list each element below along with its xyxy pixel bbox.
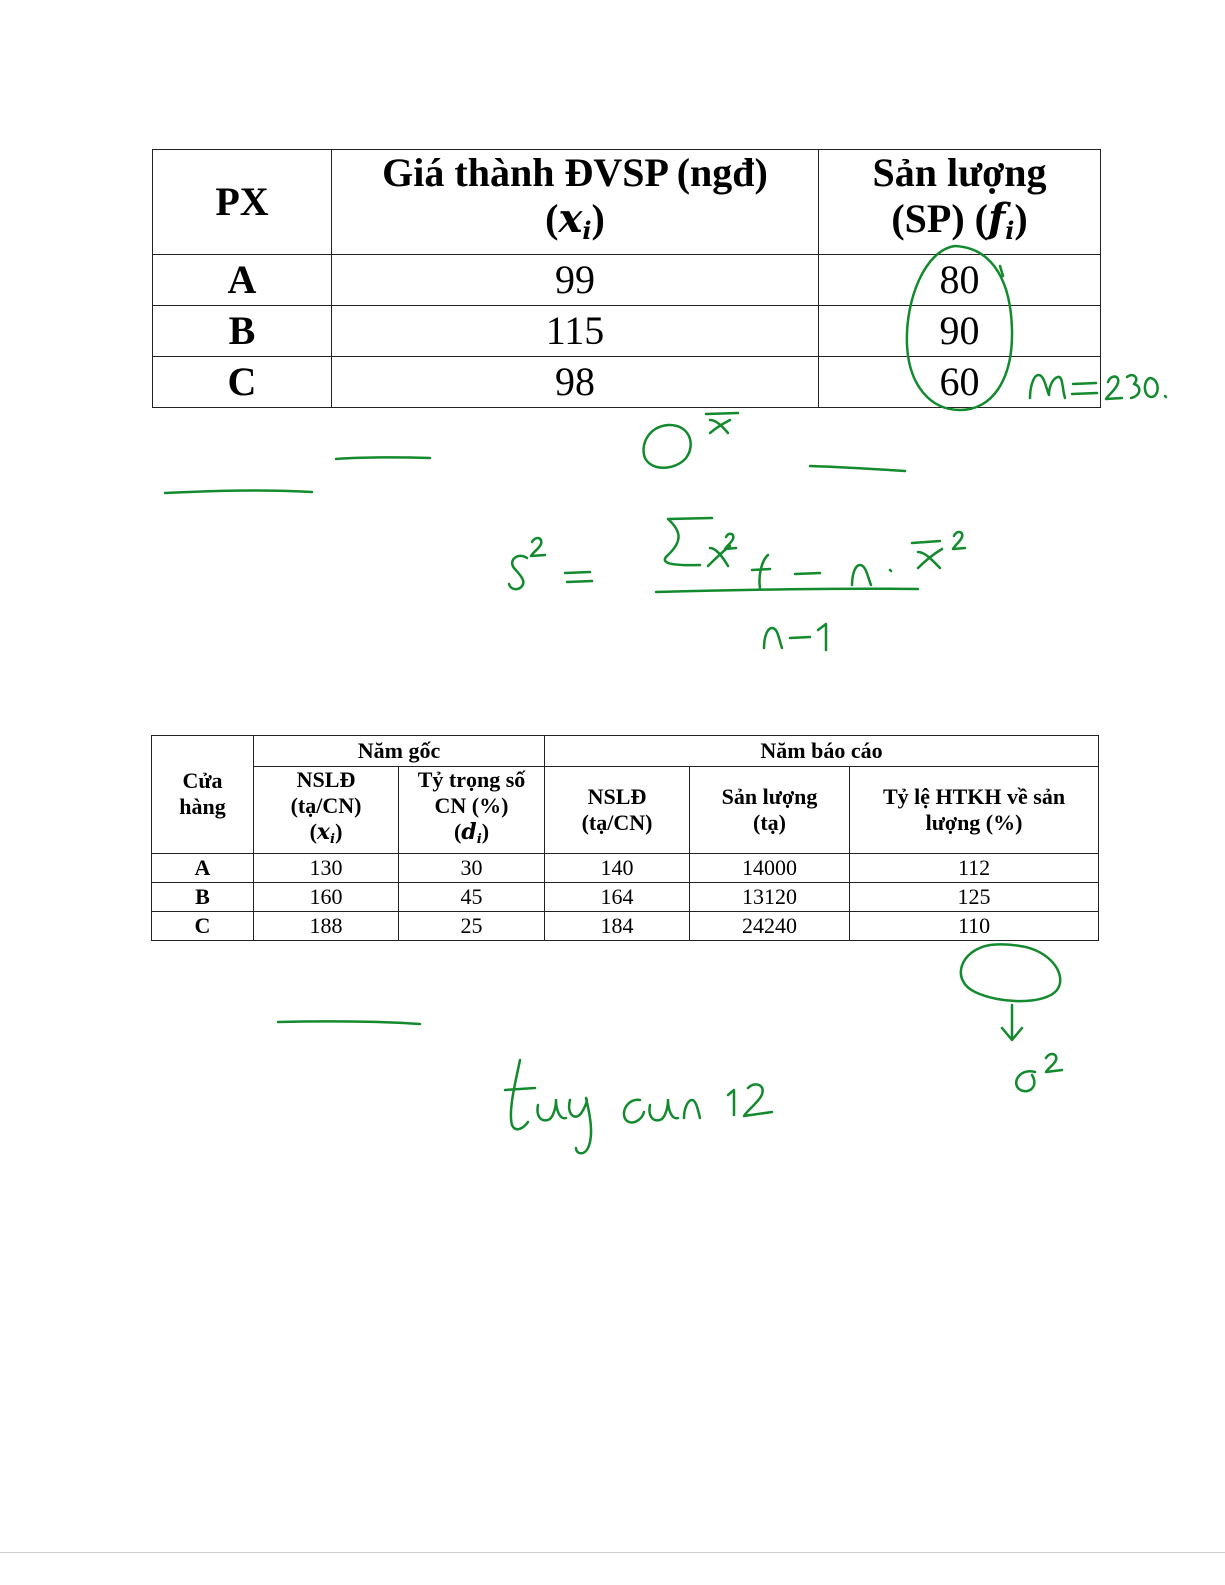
header-base-nsld-unit: (tạ/CN)	[290, 793, 362, 818]
ink-ellipse-htkh	[961, 944, 1060, 1001]
header-report-output-label: Sản lượng	[721, 783, 818, 809]
ink-arrow	[1002, 1005, 1022, 1040]
header-weight-label: Tỷ trọng số	[417, 767, 526, 792]
header-unit-cost-label: Giá thành ĐVSP (ngđ)	[382, 150, 768, 195]
ink-word-2	[624, 1100, 700, 1123]
ink-sigma-letter	[1016, 1071, 1035, 1091]
table1-header-row	[153, 150, 1101, 255]
header-report-year: Năm báo cáo	[545, 736, 1099, 767]
ink-sigma-exponent-2	[1046, 1054, 1062, 1072]
cell-output: 80	[819, 255, 1101, 306]
header-weight-variable: $(d_i)$	[453, 819, 490, 847]
ink-xbar2-x	[918, 549, 942, 568]
cell-weight: 25	[399, 911, 545, 940]
header-output-label: Sản lượng	[872, 150, 1047, 195]
cell-report-output: 13120	[690, 882, 850, 911]
header-base-nsld-variable: $(x_i)$	[309, 819, 343, 847]
ink-digits-12	[728, 1084, 772, 1116]
header-store	[152, 736, 254, 854]
cell-px: C	[153, 357, 332, 408]
header-unit-cost	[332, 150, 819, 255]
page-bottom-divider	[0, 1552, 1225, 1553]
table-row	[153, 357, 1101, 408]
header-weight	[399, 767, 545, 854]
header-base-nsld	[254, 767, 399, 854]
cell-store: C	[152, 911, 254, 940]
cell-px: A	[153, 255, 332, 306]
table-row	[153, 255, 1101, 306]
header-weight-unit: CN (%)	[434, 793, 509, 818]
cell-base-nsld: 130	[254, 853, 399, 882]
header-report-nsld-unit: (tạ/CN)	[581, 809, 653, 835]
ink-fraction-bar	[656, 589, 918, 592]
ink-dash-2	[165, 490, 312, 493]
cell-weight: 30	[399, 853, 545, 882]
header-report-output	[690, 767, 850, 854]
ink-dash-3	[810, 466, 905, 471]
ink-s-exponent-2	[531, 538, 545, 556]
cell-report-nsld: 184	[545, 911, 690, 940]
ink-word-1	[505, 1060, 591, 1153]
header-report-nsld	[545, 767, 690, 854]
ink-dash-1	[336, 457, 430, 459]
ink-xbar2-bar	[912, 541, 940, 543]
cell-output: 60	[819, 357, 1101, 408]
cell-unit-cost: 98	[332, 357, 819, 408]
cell-report-output: 24240	[690, 911, 850, 940]
ink-digit-0	[1145, 378, 1158, 397]
header-htkh	[850, 767, 1099, 854]
ink-dot	[890, 570, 891, 571]
cell-unit-cost: 99	[332, 255, 819, 306]
ink-xbar-bar	[706, 413, 738, 414]
ink-digit-2	[1106, 376, 1122, 399]
ink-sum-x	[708, 546, 730, 566]
production-cost-table	[152, 149, 1101, 408]
cell-weight: 45	[399, 882, 545, 911]
table2-header-row-2	[152, 767, 1099, 854]
ink-denominator-n	[764, 628, 782, 648]
table-row	[152, 853, 1099, 882]
ink-sigma	[665, 518, 712, 565]
cell-report-nsld: 140	[545, 853, 690, 882]
header-unit-cost-variable: $(x_i)$	[545, 195, 605, 246]
table-row	[153, 306, 1101, 357]
header-report-nsld-label: NSLĐ	[587, 783, 647, 809]
cell-htkh: 125	[850, 882, 1099, 911]
cell-store: A	[152, 853, 254, 882]
ink-denominator-1	[818, 624, 826, 650]
ink-minus	[795, 573, 820, 574]
cell-base-nsld: 188	[254, 911, 399, 940]
ink-small-circle	[644, 425, 691, 468]
ink-n-letter-2	[852, 565, 871, 585]
ink-f-letter	[752, 555, 770, 588]
header-base-nsld-label: NSLĐ	[296, 767, 356, 792]
header-px: PX	[153, 150, 332, 255]
ink-digit-3	[1127, 375, 1139, 398]
cell-report-output: 14000	[690, 853, 850, 882]
ink-equals-2	[565, 572, 592, 582]
header-output-variable: (SP) $(f_i)$	[891, 195, 1028, 246]
cell-htkh: 112	[850, 853, 1099, 882]
table-row	[152, 911, 1099, 940]
header-report-output-unit: (tạ)	[753, 809, 786, 835]
cell-base-nsld: 160	[254, 882, 399, 911]
ink-s-letter	[509, 556, 527, 589]
cell-output: 90	[819, 306, 1101, 357]
ink-sum-x-exponent	[725, 534, 736, 549]
table2-header-row-1	[152, 736, 1099, 767]
header-store-label: Cửa hàng	[179, 768, 226, 820]
cell-store: B	[152, 882, 254, 911]
header-base-year: Năm gốc	[254, 736, 545, 767]
store-productivity-table	[151, 735, 1099, 941]
cell-report-nsld: 164	[545, 882, 690, 911]
header-htkh-label-2: lượng (%)	[925, 809, 1023, 835]
ink-period	[1165, 396, 1166, 397]
ink-denominator-minus	[790, 637, 810, 638]
ink-xbar2-exponent	[953, 532, 965, 549]
cell-htkh: 110	[850, 911, 1099, 940]
ink-dash-4	[278, 1021, 420, 1024]
ink-xbar-x	[710, 420, 730, 433]
table-row	[152, 882, 1099, 911]
header-output	[819, 150, 1101, 255]
cell-px: B	[153, 306, 332, 357]
cell-unit-cost: 115	[332, 306, 819, 357]
header-htkh-label-1: Tỷ lệ HTKH về sản	[882, 783, 1066, 809]
